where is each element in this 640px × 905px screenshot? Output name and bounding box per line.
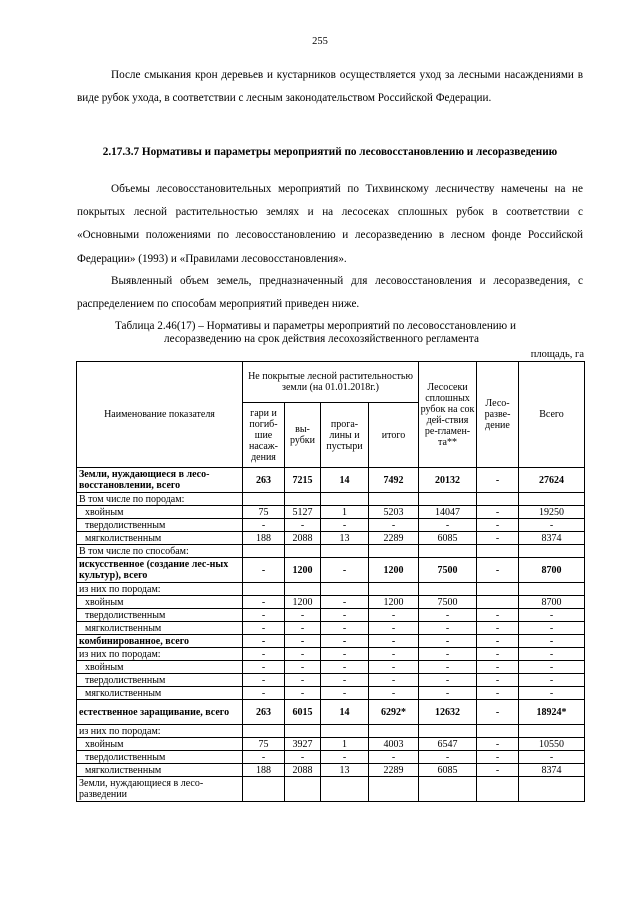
cell: - [285,635,321,648]
cell [321,545,369,558]
reforestation-table [76,361,585,802]
cell: 6085 [419,532,477,545]
cell: - [243,661,285,674]
cell: - [419,519,477,532]
cell: 188 [243,764,285,777]
table-caption-line1: Таблица 2.46(17) – Нормативы и параметры мероприятий по лесовосстановлению и [115,320,516,332]
cell [477,583,519,596]
row-name: хвойным [77,506,243,519]
row-name: Земли, нуждающиеся в лесо-разведении [77,777,243,802]
cell: - [321,635,369,648]
cell: 2088 [285,764,321,777]
cell [285,777,321,802]
cell: - [477,519,519,532]
row-name: мягколиственным [77,622,243,635]
cell: 8700 [519,558,585,583]
cell: 7492 [369,468,419,493]
cell: - [243,609,285,622]
row-name: хвойным [77,596,243,609]
cell [321,725,369,738]
cell: 6547 [419,738,477,751]
cell [369,493,419,506]
cell: 14047 [419,506,477,519]
cell: - [285,648,321,661]
cell: 7500 [419,596,477,609]
cell [477,777,519,802]
cell: 7215 [285,468,321,493]
cell: - [419,609,477,622]
cell: - [243,622,285,635]
cell: 1200 [369,596,419,609]
row-name: хвойным [77,661,243,674]
cell [519,545,585,558]
cell [243,545,285,558]
cell: - [519,609,585,622]
cell: 1 [321,506,369,519]
cell: - [321,558,369,583]
cell [321,493,369,506]
cell: 2289 [369,532,419,545]
cell: 75 [243,506,285,519]
cell [519,777,585,802]
cell: - [519,635,585,648]
cell: - [369,661,419,674]
cell: - [477,751,519,764]
cell: - [477,532,519,545]
cell: - [477,622,519,635]
cell [369,725,419,738]
cell [419,725,477,738]
paragraph-distribution: Выявленный объем земель, предназначенный для лесовосстановления и лесоразведения, с распределением по способам мероприятий приведен ниже. [77,275,583,311]
cell: 2289 [369,764,419,777]
cell: - [369,622,419,635]
cell: - [285,609,321,622]
cell: 263 [243,468,285,493]
cell: - [321,687,369,700]
header-vyrubki: вы-рубки [285,403,321,468]
cell [477,545,519,558]
cell: 6085 [419,764,477,777]
cell [285,493,321,506]
cell [243,493,285,506]
cell: - [321,674,369,687]
cell: - [477,700,519,725]
cell: 1200 [369,558,419,583]
page-number: 255 [312,36,328,47]
cell: 5203 [369,506,419,519]
cell: - [477,558,519,583]
cell: - [477,648,519,661]
cell: - [243,519,285,532]
cell: 8700 [519,596,585,609]
cell: - [321,648,369,661]
cell [519,493,585,506]
cell: 4003 [369,738,419,751]
cell: 19250 [519,506,585,519]
cell: - [321,609,369,622]
cell: - [243,558,285,583]
cell: - [519,687,585,700]
cell: 7500 [419,558,477,583]
cell: - [243,674,285,687]
cell: - [477,468,519,493]
cell: 13 [321,532,369,545]
cell [285,725,321,738]
cell: 8374 [519,532,585,545]
cell [477,596,519,609]
cell: - [321,519,369,532]
cell: - [419,661,477,674]
cell: - [369,687,419,700]
cell: - [243,635,285,648]
header-progaliny: прога-лины и пустыри [321,403,369,468]
row-name: твердолиственным [77,609,243,622]
cell: - [243,687,285,700]
cell [519,583,585,596]
cell: - [369,674,419,687]
cell: 10550 [519,738,585,751]
row-name: В том числе по породам: [77,493,243,506]
cell [369,545,419,558]
header-gari: гари и погиб-шие насаж-дения [243,403,285,468]
row-name: В том числе по способам: [77,545,243,558]
cell: - [243,648,285,661]
header-name: Наименование показателя [77,362,243,468]
cell: - [369,751,419,764]
cell: - [419,687,477,700]
cell: - [243,751,285,764]
cell: - [369,609,419,622]
header-lesoseki: Лесосеки сплошных рубок на сок дей-ствия ре-гламен-та** [419,362,477,468]
cell: 8374 [519,764,585,777]
cell: - [477,506,519,519]
cell: - [419,635,477,648]
row-name: твердолиственным [77,751,243,764]
cell: 2088 [285,532,321,545]
cell: - [477,661,519,674]
cell: - [477,609,519,622]
cell [243,777,285,802]
header-lesorazvedenie: Лесо-разве-дение [477,362,519,468]
cell: - [419,648,477,661]
header-group-unforested: Не покрытые лесной растительностью земли (на 01.01.2018г.) [243,362,419,403]
cell: 13 [321,764,369,777]
cell: - [285,687,321,700]
cell [419,493,477,506]
cell: - [369,519,419,532]
cell: - [321,661,369,674]
cell: - [369,648,419,661]
cell: 6015 [285,700,321,725]
cell: - [285,674,321,687]
table-body [77,468,585,802]
cell: - [477,764,519,777]
cell [477,725,519,738]
cell: - [519,622,585,635]
cell: - [285,751,321,764]
row-name: искусственное (создание лес-ных культур), всего [77,558,243,583]
row-name: из них по породам: [77,583,243,596]
cell: - [285,519,321,532]
cell: - [285,661,321,674]
table-caption-line2: лесоразведению на срок действия лесохозяйственного регламента [164,333,479,345]
cell: - [519,519,585,532]
cell: 75 [243,738,285,751]
paragraph-volumes: Объемы лесовосстановительных мероприятий по Тихвинскому лесничеству намечены на не покрытых лесной растительностью землях и на лесосеках сплошных рубок в соответствии с «Основными положениями по лесовосстановлению и лесоразведению в лесном фонде Российской Федерации» (1993) и «Правилами лесовосстановления». [77,183,583,265]
cell: 18924* [519,700,585,725]
cell: - [419,622,477,635]
cell: - [477,635,519,648]
row-name: естественное заращивание, всего [77,700,243,725]
cell: - [477,687,519,700]
cell [369,777,419,802]
row-name: мягколиственным [77,532,243,545]
cell [369,583,419,596]
cell: - [477,674,519,687]
header-vsego: Всего [519,362,585,468]
header-itogo: итого [369,403,419,468]
cell: - [519,751,585,764]
row-name: мягколиственным [77,764,243,777]
cell: - [243,596,285,609]
cell: - [519,674,585,687]
cell [419,583,477,596]
cell [477,493,519,506]
cell: - [321,596,369,609]
cell: 27624 [519,468,585,493]
row-name: из них по породам: [77,648,243,661]
cell: 188 [243,532,285,545]
row-name: из них по породам: [77,725,243,738]
cell: 12632 [419,700,477,725]
cell [285,545,321,558]
table-units: площадь, га [530,349,584,360]
cell: 14 [321,700,369,725]
cell: - [519,648,585,661]
cell [285,583,321,596]
cell: - [519,661,585,674]
row-name: мягколиственным [77,687,243,700]
cell: 1200 [285,558,321,583]
cell: 14 [321,468,369,493]
cell: 1 [321,738,369,751]
cell: 6292* [369,700,419,725]
cell: - [321,622,369,635]
table-header [77,362,585,468]
row-name: хвойным [77,738,243,751]
cell [243,583,285,596]
cell [419,545,477,558]
cell: - [419,751,477,764]
paragraph-care: После смыкания крон деревьев и кустарников осуществляется уход за лесными насаждениями в виде рубок ухода, в соответствии с лесным законодательством Российской Федерации. [77,69,583,105]
cell: - [369,635,419,648]
row-name: твердолиственным [77,674,243,687]
cell: - [321,751,369,764]
cell [321,583,369,596]
cell: 20132 [419,468,477,493]
cell [519,725,585,738]
row-name: твердолиственным [77,519,243,532]
table-caption [115,320,585,346]
cell: - [285,622,321,635]
cell: 1200 [285,596,321,609]
cell: 263 [243,700,285,725]
cell [321,777,369,802]
row-name: комбинированное, всего [77,635,243,648]
cell [419,777,477,802]
cell [243,725,285,738]
cell: - [419,674,477,687]
cell: - [477,738,519,751]
section-heading: 2.17.3.7 Нормативы и параметры мероприятий по лесовосстановлению и лесоразведению [102,146,558,158]
cell: 5127 [285,506,321,519]
cell: 3927 [285,738,321,751]
row-name: Земли, нуждающиеся в лесо-восстановлении, всего [77,468,243,493]
